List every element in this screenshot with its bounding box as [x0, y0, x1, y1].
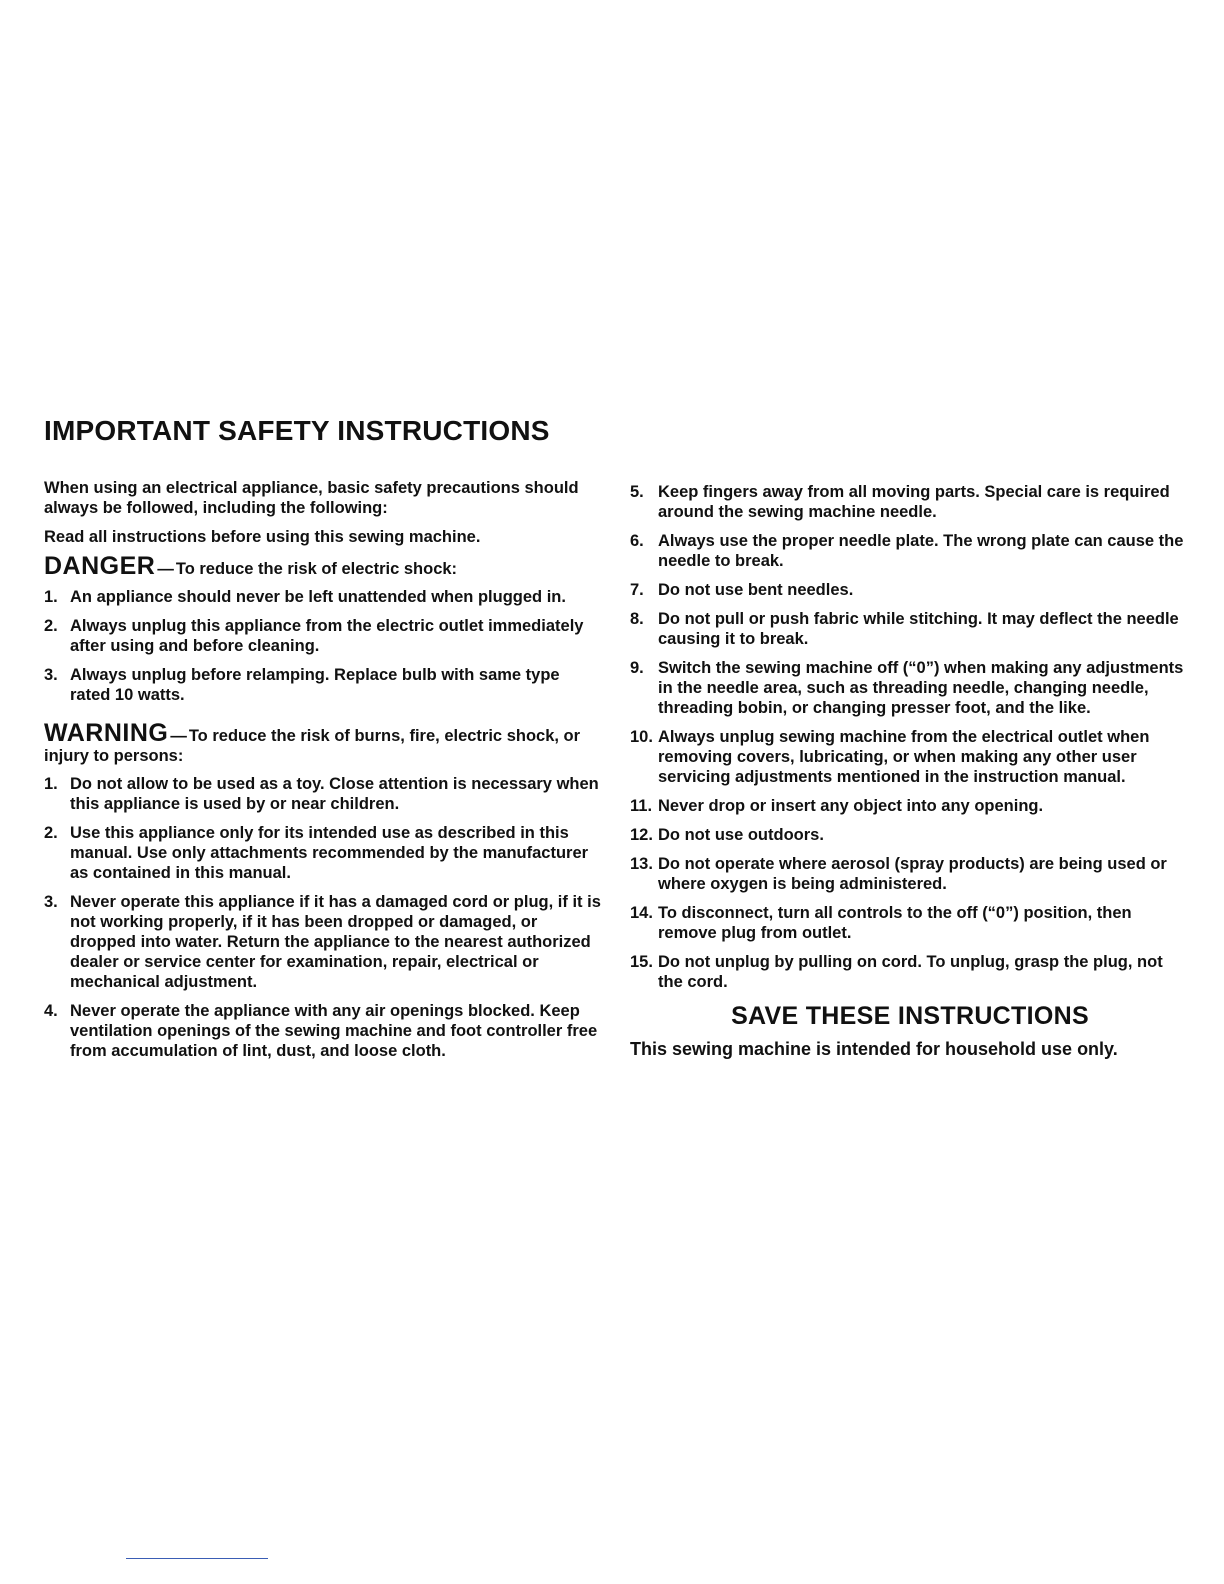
item-number: 1. — [44, 775, 58, 793]
item-text: Do not use bent needles. — [658, 581, 854, 599]
warning-list-right — [630, 482, 1190, 992]
list-item — [630, 903, 1190, 943]
item-text: Keep fingers away from all moving parts. Special care is required around the sewing machine needle. — [658, 483, 1170, 521]
item-text: Do not operate where aerosol (spray products) are being used or where oxygen is being administered. — [658, 855, 1167, 893]
list-item — [630, 482, 1190, 522]
list-item — [630, 580, 1190, 600]
item-number: 4. — [44, 1002, 58, 1020]
item-number: 10. — [630, 728, 653, 746]
warning-list-left — [44, 774, 604, 1061]
item-text: Do not use outdoors. — [658, 826, 824, 844]
item-number: 7. — [630, 581, 644, 599]
item-number: 13. — [630, 855, 653, 873]
list-item — [630, 658, 1190, 718]
item-text: Never drop or insert any object into any opening. — [658, 797, 1044, 815]
list-item — [44, 774, 604, 814]
footer-rule — [126, 1558, 268, 1559]
left-column — [44, 478, 604, 1070]
item-text: Always unplug this appliance from the electric outlet immediately after using and before cleaning. — [70, 617, 584, 655]
page-title: IMPORTANT SAFETY INSTRUCTIONS — [44, 415, 550, 446]
list-item — [630, 796, 1190, 816]
warning-heading — [44, 719, 604, 766]
item-text: Always unplug before relamping. Replace bulb with same type rated 10 watts. — [70, 666, 560, 704]
list-item — [630, 727, 1190, 787]
item-text: Switch the sewing machine off (“0”) when making any adjustments in the needle area, such as threading needle, changing needle, threading bobin, or changing presser foot, and the like. — [658, 659, 1184, 717]
right-column — [630, 482, 1190, 1061]
list-item — [44, 892, 604, 992]
item-text: Use this appliance only for its intended use as described in this manual. Use only attachments recommended by the manufacturer as contained in this manual. — [70, 824, 589, 882]
item-number: 11. — [630, 797, 653, 815]
save-instructions-heading: SAVE THESE INSTRUCTIONS — [731, 1002, 1089, 1030]
item-number: 3. — [44, 666, 58, 684]
list-item — [44, 1001, 604, 1061]
item-number: 2. — [44, 824, 58, 842]
list-item — [630, 531, 1190, 571]
list-item — [630, 825, 1190, 845]
item-text: Never operate the appliance with any air openings blocked. Keep ventilation openings of the sewing machine and foot controller free from accumulation of lint, dust, and loose cloth. — [70, 1002, 598, 1060]
list-item — [44, 823, 604, 883]
danger-text: To reduce the risk of electric shock: — [175, 560, 458, 578]
item-text: Do not unplug by pulling on cord. To unplug, grasp the plug, not the cord. — [658, 953, 1163, 991]
item-text: Never operate this appliance if it has a damaged cord or plug, if it is not working properly, if it has been dropped or damaged, or dropped into water. Return the appliance to the nearest authorized dealer or service center for examination, repair, electrical or mechanical adjustment. — [70, 893, 601, 991]
list-item — [44, 587, 604, 607]
item-number: 15. — [630, 953, 653, 971]
item-number: 8. — [630, 610, 644, 628]
danger-list — [44, 587, 604, 705]
item-number: 1. — [44, 588, 58, 606]
list-item — [630, 952, 1190, 992]
item-number: 5. — [630, 483, 644, 501]
item-number: 9. — [630, 659, 644, 677]
item-text: Do not pull or push fabric while stitching. It may deflect the needle causing it to break. — [658, 610, 1179, 648]
list-item — [630, 854, 1190, 894]
item-text: An appliance should never be left unattended when plugged in. — [70, 588, 566, 606]
danger-dash: — — [157, 560, 174, 578]
household-use-note: This sewing machine is intended for household use only. — [630, 1039, 1118, 1059]
item-text: Always use the proper needle plate. The wrong plate can cause the needle to break. — [658, 532, 1184, 570]
warning-dash: — — [170, 727, 187, 745]
list-item — [44, 665, 604, 705]
intro-text: When using an electrical appliance, basic safety precautions should always be followed, including the following: — [44, 479, 579, 517]
warning-label: WARNING — [44, 719, 169, 747]
item-number: 14. — [630, 904, 653, 922]
list-item — [630, 609, 1190, 649]
item-number: 12. — [630, 826, 653, 844]
item-text: Always unplug sewing machine from the electrical outlet when removing covers, lubricating, or when making any other user servicing adjustments mentioned in the instruction manual. — [658, 728, 1150, 786]
list-item — [44, 616, 604, 656]
item-text: To disconnect, turn all controls to the off (“0”) position, then remove plug from outlet. — [658, 904, 1132, 942]
read-all-text: Read all instructions before using this sewing machine. — [44, 528, 481, 546]
warning-text: To reduce the risk of burns, fire, electric shock, or injury to persons: — [44, 727, 581, 765]
item-number: 2. — [44, 617, 58, 635]
item-number: 6. — [630, 532, 644, 550]
item-text: Do not allow to be used as a toy. Close attention is necessary when this appliance is used by or near children. — [70, 775, 599, 813]
danger-label: DANGER — [44, 552, 156, 580]
item-number: 3. — [44, 893, 58, 911]
danger-heading — [44, 552, 604, 580]
